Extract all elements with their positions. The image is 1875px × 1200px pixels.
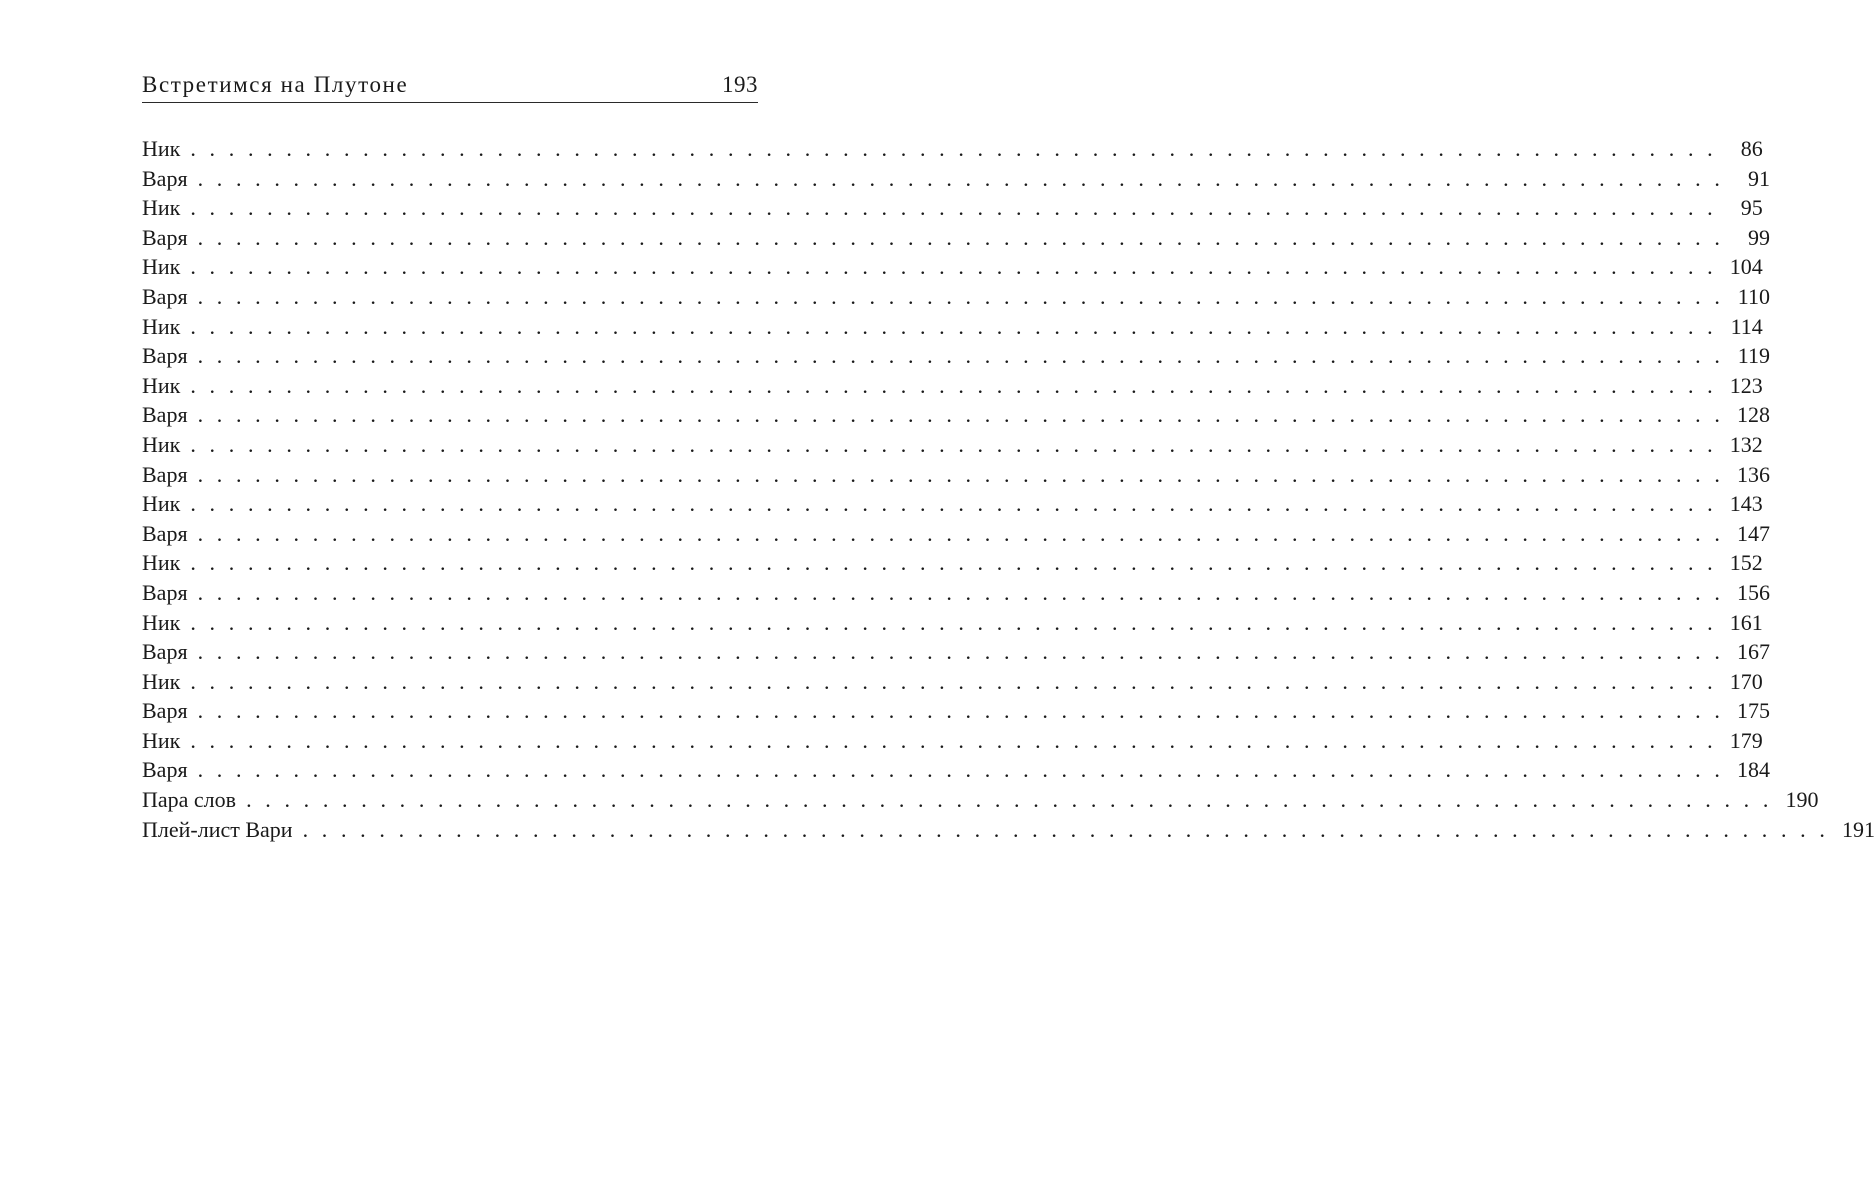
toc-entry-page: 191 xyxy=(1841,816,1875,842)
toc-entry-title: Варя xyxy=(142,461,188,487)
toc-dot-leader: . . . . . . . . . . . . . . . . . . . . . . . . . . . . . . . . . . . . . . . . . . . . . . . . . . . . . . . . . . . . . . . . . . . . . . . . . . . . . . . . xyxy=(302,816,1829,842)
toc-entry-title: Плей-лист Вари xyxy=(142,816,293,842)
toc-entry xyxy=(142,252,1763,282)
toc-dot-leader: . . . . . . . . . . . . . . . . . . . . . . . . . . . . . . . . . . . . . . . . . . . . . . . . . . . . . . . . . . . . . . . . . . . . . . . . . . . . . . . . xyxy=(197,757,1724,783)
toc-entry-page: 147 xyxy=(1736,520,1770,546)
toc-entry-title: Ник xyxy=(142,550,181,576)
toc-entry-title: Варя xyxy=(142,639,188,665)
toc-entry-page: 104 xyxy=(1729,254,1763,280)
toc-entry xyxy=(142,371,1763,401)
toc-entry-title: Ник xyxy=(142,372,181,398)
toc-entry xyxy=(142,193,1763,223)
toc-dot-leader: . . . . . . . . . . . . . . . . . . . . . . . . . . . . . . . . . . . . . . . . . . . . . . . . . . . . . . . . . . . . . . . . . . . . . . . . . . . . . . . . xyxy=(190,550,1717,576)
toc-entry xyxy=(142,519,1770,549)
toc-entry-page: 161 xyxy=(1729,609,1763,635)
toc-entry-page: 156 xyxy=(1736,579,1770,605)
toc-entry-page: 119 xyxy=(1737,343,1770,369)
toc-entry-page: 95 xyxy=(1740,195,1763,221)
toc-entry xyxy=(142,223,1770,253)
toc-entry-title: Ник xyxy=(142,609,181,635)
toc-entry-page: 86 xyxy=(1740,136,1763,161)
toc-entry-title: Варя xyxy=(142,698,188,724)
toc-entry xyxy=(142,489,1763,519)
toc-entry xyxy=(142,430,1763,460)
toc-dot-leader: . . . . . . . . . . . . . . . . . . . . . . . . . . . . . . . . . . . . . . . . . . . . . . . . . . . . . . . . . . . . . . . . . . . . . . . . . . . . . . . . xyxy=(190,727,1717,753)
toc-entry xyxy=(142,134,1763,164)
toc-entry xyxy=(142,785,1819,815)
toc-dot-leader: . . . . . . . . . . . . . . . . . . . . . . . . . . . . . . . . . . . . . . . . . . . . . . . . . . . . . . . . . . . . . . . . . . . . . . . . . . . . . . . . xyxy=(190,431,1717,457)
toc-entry-title: Варя xyxy=(142,579,188,605)
toc-entry-title: Варя xyxy=(142,402,188,428)
toc-dot-leader: . . . . . . . . . . . . . . . . . . . . . . . . . . . . . . . . . . . . . . . . . . . . . . . . . . . . . . . . . . . . . . . . . . . . . . . . . . . . . . . . xyxy=(197,165,1724,191)
toc-dot-leader: . . . . . . . . . . . . . . . . . . . . . . . . . . . . . . . . . . . . . . . . . . . . . . . . . . . . . . . . . . . . . . . . . . . . . . . . . . . . . . . . xyxy=(197,343,1724,369)
toc-dot-leader: . . . . . . . . . . . . . . . . . . . . . . . . . . . . . . . . . . . . . . . . . . . . . . . . . . . . . . . . . . . . . . . . . . . . . . . . . . . . . . . . xyxy=(190,195,1717,221)
toc-entry xyxy=(142,637,1770,667)
toc-entry-page: 152 xyxy=(1729,550,1763,576)
toc-entry-title: Пара слов xyxy=(142,787,237,813)
toc-dot-leader: . . . . . . . . . . . . . . . . . . . . . . . . . . . . . . . . . . . . . . . . . . . . . . . . . . . . . . . . . . . . . . . . . . . . . . . . . . . . . . . . xyxy=(190,254,1717,280)
running-header-title: Встретимся на Плутоне xyxy=(142,72,409,97)
toc-entry-page: 91 xyxy=(1747,165,1770,191)
toc-dot-leader: . . . . . . . . . . . . . . . . . . . . . . . . . . . . . . . . . . . . . . . . . . . . . . . . . . . . . . . . . . . . . . . . . . . . . . . . . . . . . . . . xyxy=(190,491,1717,517)
toc-entry xyxy=(142,164,1770,194)
toc-dot-leader: . . . . . . . . . . . . . . . . . . . . . . . . . . . . . . . . . . . . . . . . . . . . . . . . . . . . . . . . . . . . . . . . . . . . . . . . . . . . . . . . xyxy=(246,787,1773,813)
toc-entry-page: 110 xyxy=(1737,283,1770,309)
toc-dot-leader: . . . . . . . . . . . . . . . . . . . . . . . . . . . . . . . . . . . . . . . . . . . . . . . . . . . . . . . . . . . . . . . . . . . . . . . . . . . . . . . . xyxy=(190,136,1717,161)
toc-entry-page: 167 xyxy=(1736,639,1770,665)
toc-entry-page: 184 xyxy=(1736,757,1770,783)
table-of-contents xyxy=(142,134,1875,844)
toc-entry-page: 99 xyxy=(1747,224,1770,250)
toc-entry xyxy=(142,282,1770,312)
toc-entry xyxy=(142,341,1770,371)
toc-entry xyxy=(142,815,1875,845)
running-header xyxy=(142,68,758,103)
toc-entry xyxy=(142,726,1763,756)
toc-entry-title: Варя xyxy=(142,520,188,546)
toc-entry-page: 136 xyxy=(1736,461,1770,487)
toc-entry-page: 179 xyxy=(1729,727,1763,753)
toc-dot-leader: . . . . . . . . . . . . . . . . . . . . . . . . . . . . . . . . . . . . . . . . . . . . . . . . . . . . . . . . . . . . . . . . . . . . . . . . . . . . . . . . xyxy=(190,668,1717,694)
toc-entry xyxy=(142,608,1763,638)
toc-entry-page: 132 xyxy=(1729,431,1763,457)
toc-dot-leader: . . . . . . . . . . . . . . . . . . . . . . . . . . . . . . . . . . . . . . . . . . . . . . . . . . . . . . . . . . . . . . . . . . . . . . . . . . . . . . . . xyxy=(197,224,1724,250)
toc-entry-title: Ник xyxy=(142,313,181,339)
toc-entry-title: Варя xyxy=(142,283,188,309)
toc-entry xyxy=(142,696,1770,726)
toc-dot-leader: . . . . . . . . . . . . . . . . . . . . . . . . . . . . . . . . . . . . . . . . . . . . . . . . . . . . . . . . . . . . . . . . . . . . . . . . . . . . . . . . xyxy=(197,698,1724,724)
toc-entry-title: Варя xyxy=(142,224,188,250)
toc-entry-title: Ник xyxy=(142,668,181,694)
toc-entry-page: 175 xyxy=(1736,698,1770,724)
toc-dot-leader: . . . . . . . . . . . . . . . . . . . . . . . . . . . . . . . . . . . . . . . . . . . . . . . . . . . . . . . . . . . . . . . . . . . . . . . . . . . . . . . . xyxy=(197,283,1724,309)
toc-entry-title: Ник xyxy=(142,491,181,517)
toc-entry xyxy=(142,460,1770,490)
toc-dot-leader: . . . . . . . . . . . . . . . . . . . . . . . . . . . . . . . . . . . . . . . . . . . . . . . . . . . . . . . . . . . . . . . . . . . . . . . . . . . . . . . . xyxy=(197,520,1724,546)
toc-entry-title: Варя xyxy=(142,165,188,191)
toc-entry-title: Ник xyxy=(142,254,181,280)
toc-entry-page: 170 xyxy=(1729,668,1763,694)
toc-entry-page: 128 xyxy=(1736,402,1770,428)
toc-entry-page: 190 xyxy=(1785,787,1819,813)
toc-dot-leader: . . . . . . . . . . . . . . . . . . . . . . . . . . . . . . . . . . . . . . . . . . . . . . . . . . . . . . . . . . . . . . . . . . . . . . . . . . . . . . . . xyxy=(197,461,1724,487)
running-header-page-number: 193 xyxy=(722,72,758,97)
toc-dot-leader: . . . . . . . . . . . . . . . . . . . . . . . . . . . . . . . . . . . . . . . . . . . . . . . . . . . . . . . . . . . . . . . . . . . . . . . . . . . . . . . . xyxy=(197,402,1724,428)
toc-entry-page: 143 xyxy=(1729,491,1763,517)
toc-entry-title: Варя xyxy=(142,343,188,369)
toc-entry-page: 114 xyxy=(1730,313,1763,339)
toc-entry-title: Ник xyxy=(142,136,181,161)
toc-dot-leader: . . . . . . . . . . . . . . . . . . . . . . . . . . . . . . . . . . . . . . . . . . . . . . . . . . . . . . . . . . . . . . . . . . . . . . . . . . . . . . . . xyxy=(190,609,1717,635)
toc-entry xyxy=(142,548,1763,578)
toc-dot-leader: . . . . . . . . . . . . . . . . . . . . . . . . . . . . . . . . . . . . . . . . . . . . . . . . . . . . . . . . . . . . . . . . . . . . . . . . . . . . . . . . xyxy=(197,579,1724,605)
toc-entry-title: Ник xyxy=(142,195,181,221)
toc-dot-leader: . . . . . . . . . . . . . . . . . . . . . . . . . . . . . . . . . . . . . . . . . . . . . . . . . . . . . . . . . . . . . . . . . . . . . . . . . . . . . . . . xyxy=(197,639,1724,665)
toc-entry xyxy=(142,578,1770,608)
toc-entry xyxy=(142,400,1770,430)
toc-dot-leader: . . . . . . . . . . . . . . . . . . . . . . . . . . . . . . . . . . . . . . . . . . . . . . . . . . . . . . . . . . . . . . . . . . . . . . . . . . . . . . . . xyxy=(190,313,1717,339)
toc-entry xyxy=(142,755,1770,785)
toc-entry xyxy=(142,667,1763,697)
toc-dot-leader: . . . . . . . . . . . . . . . . . . . . . . . . . . . . . . . . . . . . . . . . . . . . . . . . . . . . . . . . . . . . . . . . . . . . . . . . . . . . . . . . xyxy=(190,372,1717,398)
toc-entry xyxy=(142,312,1763,342)
toc-entry-title: Ник xyxy=(142,727,181,753)
toc-entry-title: Варя xyxy=(142,757,188,783)
toc-entry-page: 123 xyxy=(1729,372,1763,398)
toc-entry-title: Ник xyxy=(142,431,181,457)
